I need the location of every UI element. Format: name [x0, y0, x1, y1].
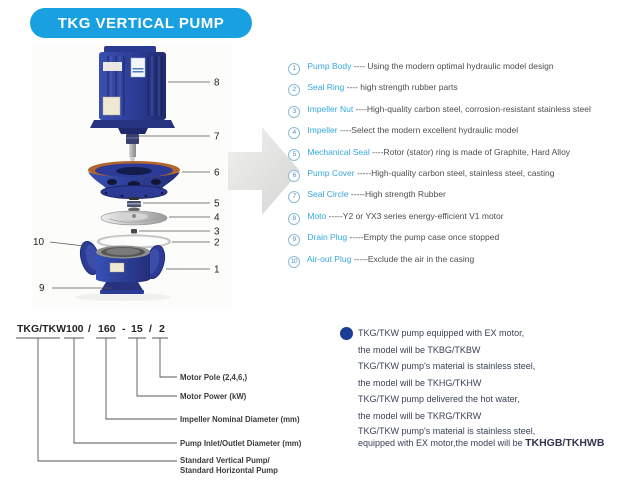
- note-last-model: TKHGB/TKHWB: [525, 437, 605, 450]
- part-number-badge: 9: [288, 234, 300, 246]
- list-item: [288, 81, 614, 93]
- note-line: TKG/TKW pump's material is stainless steel,: [358, 361, 536, 372]
- label-impeller-diameter: Impeller Nominal Diameter (mm): [180, 415, 300, 424]
- part-desc: -----Empty the pump case once stopped: [349, 232, 500, 243]
- part-desc: ---- Using the modern optimal hydraulic model design: [353, 61, 554, 71]
- label-motor-power: Motor Power (kW): [180, 392, 247, 401]
- list-item: [288, 124, 614, 136]
- note-last-prefix: equipped with EX motor,the model will be: [358, 438, 526, 449]
- model-segment-series: TKG/TKW: [17, 323, 66, 335]
- shadow: [75, 293, 171, 301]
- connector-lines: [38, 338, 177, 461]
- model-code-diagram: [10, 318, 340, 488]
- model-variant-notes: [338, 325, 614, 450]
- callout-2: 2: [214, 237, 220, 249]
- part-number-badge: 4: [288, 127, 300, 139]
- pump-body-label: [110, 263, 124, 272]
- callout-4: 4: [214, 212, 220, 224]
- callout-3: 3: [214, 226, 220, 238]
- part-number-badge: 6: [288, 170, 300, 182]
- motor-illustration: [90, 46, 175, 134]
- list-item: [288, 231, 614, 243]
- part-desc: ----High-quality carbon steel, corrosion-resistant stainless steel: [355, 103, 591, 114]
- part-number-badge: 5: [288, 149, 300, 161]
- list-item: [288, 103, 614, 115]
- label-standard-line2: Standard Horizontal Pump: [180, 466, 278, 475]
- part-number-badge: 1: [288, 63, 300, 75]
- impeller-nut-illustration: [131, 229, 137, 234]
- part-name: Impeller Nut: [307, 103, 354, 114]
- note-line: the model will be TKBG/TKBW: [358, 344, 481, 355]
- part-desc: -----High strength Rubber: [350, 189, 446, 200]
- label-standard-line1: Standard Vertical Pump/: [180, 456, 270, 465]
- label-inlet-outlet: Pump Inlet/Outlet Diameter (mm): [180, 439, 302, 448]
- parts-list: [288, 60, 614, 274]
- part-desc: ----Rotor (stator) ring is made of Graphite, Hard Alloy: [372, 146, 571, 157]
- callout-10: 10: [33, 237, 45, 248]
- model-separator: /: [88, 323, 91, 335]
- model-segment-inlet: 100: [66, 323, 84, 335]
- part-name: Air-out Plug: [306, 253, 352, 264]
- model-segment-power: 15: [131, 323, 143, 335]
- mechanical-seal-illustration: [127, 197, 141, 212]
- callout-1: 1: [214, 264, 220, 276]
- callout-5: 5: [214, 198, 220, 210]
- part-name: Impeller: [307, 125, 338, 136]
- part-number-badge: 8: [288, 213, 300, 225]
- part-desc: -----Exclude the air in the casing: [353, 253, 475, 264]
- list-item: [288, 167, 614, 179]
- note-line: the model will be TKHG/TKHW: [358, 377, 482, 388]
- part-name: Moto: [307, 210, 327, 221]
- note-line: TKG/TKW pump equipped with EX motor,: [358, 328, 525, 338]
- part-name: Mechanical Seal: [307, 146, 370, 157]
- part-number-badge: 10: [288, 256, 300, 268]
- part-name: Pump Cover: [307, 167, 355, 178]
- impeller-illustration: [101, 211, 167, 225]
- model-segment-impeller: 160: [98, 323, 116, 335]
- part-name: Drain Plug: [307, 232, 348, 243]
- list-item: [288, 146, 614, 158]
- pump-exploded-diagram: [25, 44, 235, 314]
- part-number-badge: 7: [288, 191, 300, 203]
- pump-cover-illustration: [88, 161, 180, 199]
- motor-nameplate: [103, 97, 120, 115]
- motor-top-sticker: [103, 62, 122, 71]
- callout-7: 7: [214, 131, 220, 143]
- model-separator: /: [149, 323, 152, 335]
- list-item: [288, 60, 614, 72]
- part-name: Pump Body: [307, 61, 352, 71]
- list-item: [288, 188, 614, 200]
- part-desc: -----Y2 or YX3 series energy-efficient V1 motor: [328, 210, 504, 221]
- note-line: TKG/TKW pump delivered the hot water,: [358, 394, 520, 405]
- model-separator: -: [122, 323, 126, 335]
- bullet-icon: [340, 327, 353, 340]
- part-desc: ----Select the modern excellent hydraulic model: [339, 125, 519, 136]
- note-line: the model will be TKRG/TKRW: [358, 410, 482, 421]
- note-line: TKG/TKW pump's material is stainless steel,: [358, 425, 536, 436]
- part-number-badge: 2: [288, 84, 300, 96]
- note-line-last: [358, 437, 614, 450]
- part-name: Seal Circle: [307, 189, 349, 200]
- list-item: [288, 253, 614, 265]
- label-motor-pole: Motor Pole (2,4,6,): [180, 373, 248, 382]
- title-banner: [30, 8, 252, 38]
- part-desc: ---- high strength rubber parts: [346, 82, 458, 93]
- part-number-badge: 3: [288, 106, 300, 118]
- page-title: TKG VERTICAL PUMP: [57, 14, 225, 32]
- part-desc: -----High-quality carbon steel, stainless steel, casting: [357, 167, 555, 178]
- callout-9: 9: [39, 283, 45, 294]
- callout-6: 6: [214, 167, 220, 179]
- motor-side-label: [131, 58, 145, 77]
- motor-base-flange: [90, 120, 175, 128]
- part-name: Seal Ring: [307, 82, 345, 93]
- list-item: [288, 210, 614, 222]
- model-segment-pole: 2: [159, 323, 165, 335]
- callout-8: 8: [214, 77, 220, 89]
